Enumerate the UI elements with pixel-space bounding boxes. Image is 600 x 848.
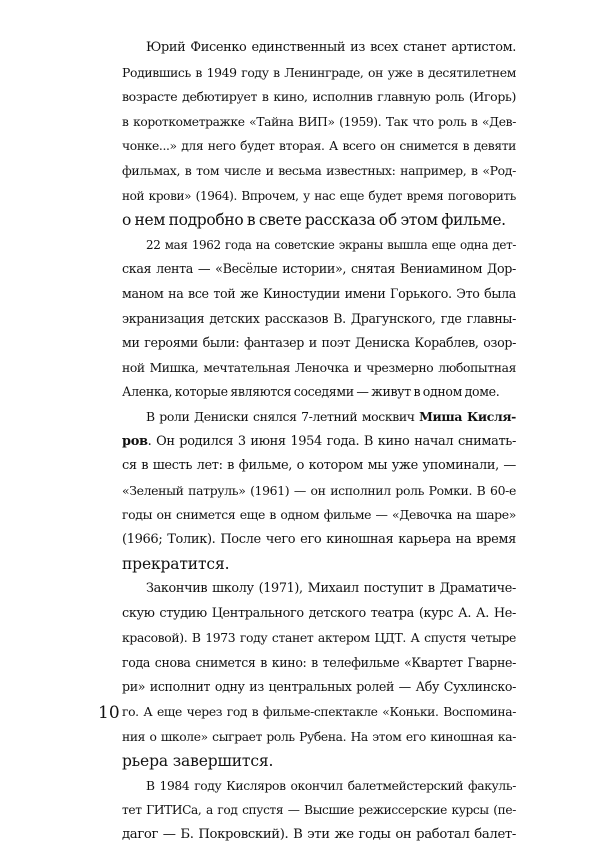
text-line: красовой). В 1973 году станет актером ЦДТ. А спустя четыре [122, 631, 516, 646]
text-line: года снова снимется в кино: в телефильме «Квартет Гварне- [122, 654, 516, 670]
paragraph-kislyarov [98, 405, 516, 577]
text-line: возрасте дебютирует в кино, исполнив главную роль (Игорь) [122, 89, 516, 105]
text-line: в короткометражке «Тайна ВИП» (1959). Так что роль в «Дев- [122, 114, 516, 129]
text-line: ская лента — «Весёлые истории», снятая Вениамином Дор- [122, 261, 516, 277]
text-line: Юрий Фисенко единственный из всех станет артистом. [146, 40, 516, 55]
text-line: ри» исполнит одну из центральных ролей — Абу Сухлинско- [122, 679, 516, 695]
text-line: 22 мая 1962 года на советские экраны вышла еще одна дет- [146, 237, 516, 252]
text-line: тет ГИТИСа, а год спустя — Высшие режиссерские курсы (пе- [122, 803, 516, 818]
paragraph-gitis [98, 774, 516, 848]
text-line: о нем подробно в свете рассказа об этом фильме. [122, 211, 506, 230]
paragraph-veselye-istorii [98, 233, 516, 405]
text-line: ния о школе» сыграет роль Рубена. На этом его киношная ка- [122, 729, 516, 744]
page-number: 10 [98, 703, 120, 723]
text-fragment: В роли Дениски снялся 7-летний москвич [146, 408, 420, 424]
actor-name-bold: Миша Кисля- [419, 408, 516, 424]
text-line: рьера завершится. [122, 752, 274, 771]
text-line: (1966; Толик). После чего его киношная карьера на время [122, 531, 516, 547]
text-line: Родившись в 1949 году в Ленинграде, он уже в десятилетнем [122, 65, 516, 80]
paragraph-mikhail-career [98, 577, 516, 774]
text-line: чонке...» для него будет вторая. А всего он снимется в девяти [122, 139, 516, 154]
text-line: прекратится. [122, 555, 230, 574]
actor-name-bold: ров [122, 433, 148, 449]
text-line: Аленка, которые являются соседями — живут в одном доме. [122, 384, 500, 400]
text-line: ной крови» (1964). Впрочем, у нас еще будет время поговорить [122, 188, 516, 203]
text-fragment: . Он родился 3 июня 1954 года. В кино начал снимать- [147, 433, 516, 449]
text-line: годы он снимется еще в одном фильме — «Девочка на шаре» [122, 507, 516, 523]
text-line: маном на все той же Киностудии имени Горького. Это была [122, 285, 516, 301]
text-line: фильмах, в том числе и весьма известных: например, в «Род- [122, 162, 516, 178]
text-line: «Зеленый патруль» (1961) — он исполнил роль Ромки. В 60-е [122, 482, 516, 498]
text-line: дагог — Б. Покровский). В эти же годы он работал балет- [122, 827, 516, 842]
paragraph-fisenko [98, 36, 516, 233]
text-line: В 1984 году Кисляров окончил балетмейстерский факуль- [146, 778, 516, 793]
text-line: ми героями были: фантазер и поэт Дениска Кораблев, озор- [122, 335, 516, 351]
text-line [98, 405, 516, 430]
text-line: го. А еще через год в фильме-спектакле «Коньки. Воспомина- [122, 705, 516, 720]
text-line: скую студию Центрального детского театра (курс А. А. Не- [122, 605, 516, 621]
body-text [98, 36, 516, 848]
text-line: экранизация детских рассказов В. Драгунского, где главны- [122, 310, 516, 326]
text-line: Закончив школу (1971), Михаил поступит в Драматиче- [146, 581, 516, 597]
text-line: ной Мишка, мечтательная Леночка и чрезмерно любопытная [122, 360, 516, 375]
text-line [98, 430, 516, 455]
text-line: ся в шесть лет: в фильме, о котором мы уже упоминали, — [122, 458, 516, 474]
